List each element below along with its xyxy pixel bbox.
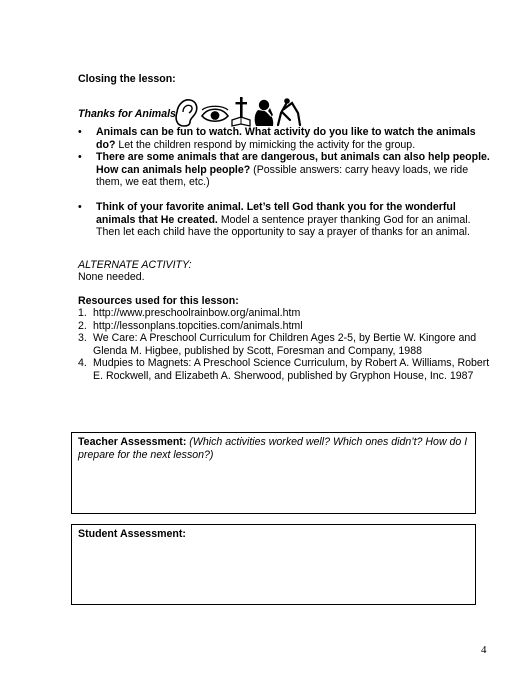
bullet-item	[78, 126, 490, 151]
bullet-item	[78, 151, 490, 189]
bullet-text: Let the children respond by mimicking the activity for the group.	[115, 138, 416, 151]
resource-number: 2.	[78, 319, 87, 332]
eye-icon	[202, 106, 228, 121]
alternate-activity-body: None needed.	[78, 271, 145, 283]
senses-icons	[174, 96, 314, 128]
cross-bible-icon	[232, 97, 250, 126]
ear-icon	[176, 100, 197, 126]
bullet-glyph: •	[78, 200, 82, 213]
teacher-assessment-label: Teacher Assessment:	[78, 436, 187, 448]
resource-number: 3.	[78, 332, 87, 345]
resource-item	[78, 332, 498, 357]
student-assessment-box[interactable]	[71, 524, 476, 605]
resource-item	[78, 307, 498, 320]
bullet-text: (Possible answers: carry heavy loads, we ride them, we eat them, etc.)	[96, 163, 469, 189]
bullet-item	[78, 201, 490, 239]
page-number: 4	[481, 644, 487, 656]
teacher-assessment-box[interactable]	[71, 432, 476, 514]
closing-heading: Closing the lesson:	[78, 73, 176, 85]
bullet-bold: There are some animals that are dangerous, but animals can also help people. How can animals help people?	[96, 151, 490, 176]
discussion-bullets	[78, 126, 490, 239]
resource-number: 4.	[78, 357, 87, 370]
resource-item	[78, 320, 498, 333]
thanks-row	[78, 96, 338, 126]
bullet-glyph: •	[78, 151, 82, 164]
resource-number: 1.	[78, 307, 87, 319]
praying-child-icon	[255, 100, 274, 126]
resource-link[interactable]: http://lessonplans.topcities.com/animals.html	[93, 319, 303, 332]
alternate-activity-title: ALTERNATE ACTIVITY:	[78, 259, 192, 271]
teacher-assessment-prompt: (Which activities worked well? Which ones didn’t? How do I prepare for the next lesson?)	[78, 436, 468, 461]
resource-text: Mudpies to Magnets: A Preschool Science Curriculum, by Robert A. Williams, Robert E. Rockwell, and Elizabeth A. Sherwood, published by Gryphon House, Inc. 1987	[93, 357, 490, 382]
resources-list	[78, 307, 498, 383]
resource-item	[78, 357, 498, 382]
bullet-bold: Animals can be fun to watch. What activity do you like to watch the animals do?	[96, 126, 476, 151]
resource-link[interactable]: http://www.preschoolrainbow.org/animal.htm	[93, 307, 301, 319]
resources-title: Resources used for this lesson:	[78, 295, 239, 307]
bullet-glyph: •	[78, 126, 82, 138]
bullet-bold: Think of your favorite animal. Let’s tell God thank you for the wonderful animals that He created.	[96, 200, 456, 226]
thanks-label: Thanks for Animals	[78, 108, 176, 120]
bullet-spacer	[78, 189, 490, 201]
resource-text: We Care: A Preschool Curriculum for Children Ages 2-5, by Bertie W. Kingore and Glenda M. Higbee, published by Scott, Foresman and Company, 1988	[93, 332, 477, 357]
student-assessment-label: Student Assessment:	[78, 528, 186, 540]
bullet-text: Model a sentence prayer thanking God for an animal. Then let each child have the opportunity to say a prayer of thanks for an animal.	[96, 213, 471, 239]
stretching-person-icon	[278, 98, 300, 125]
